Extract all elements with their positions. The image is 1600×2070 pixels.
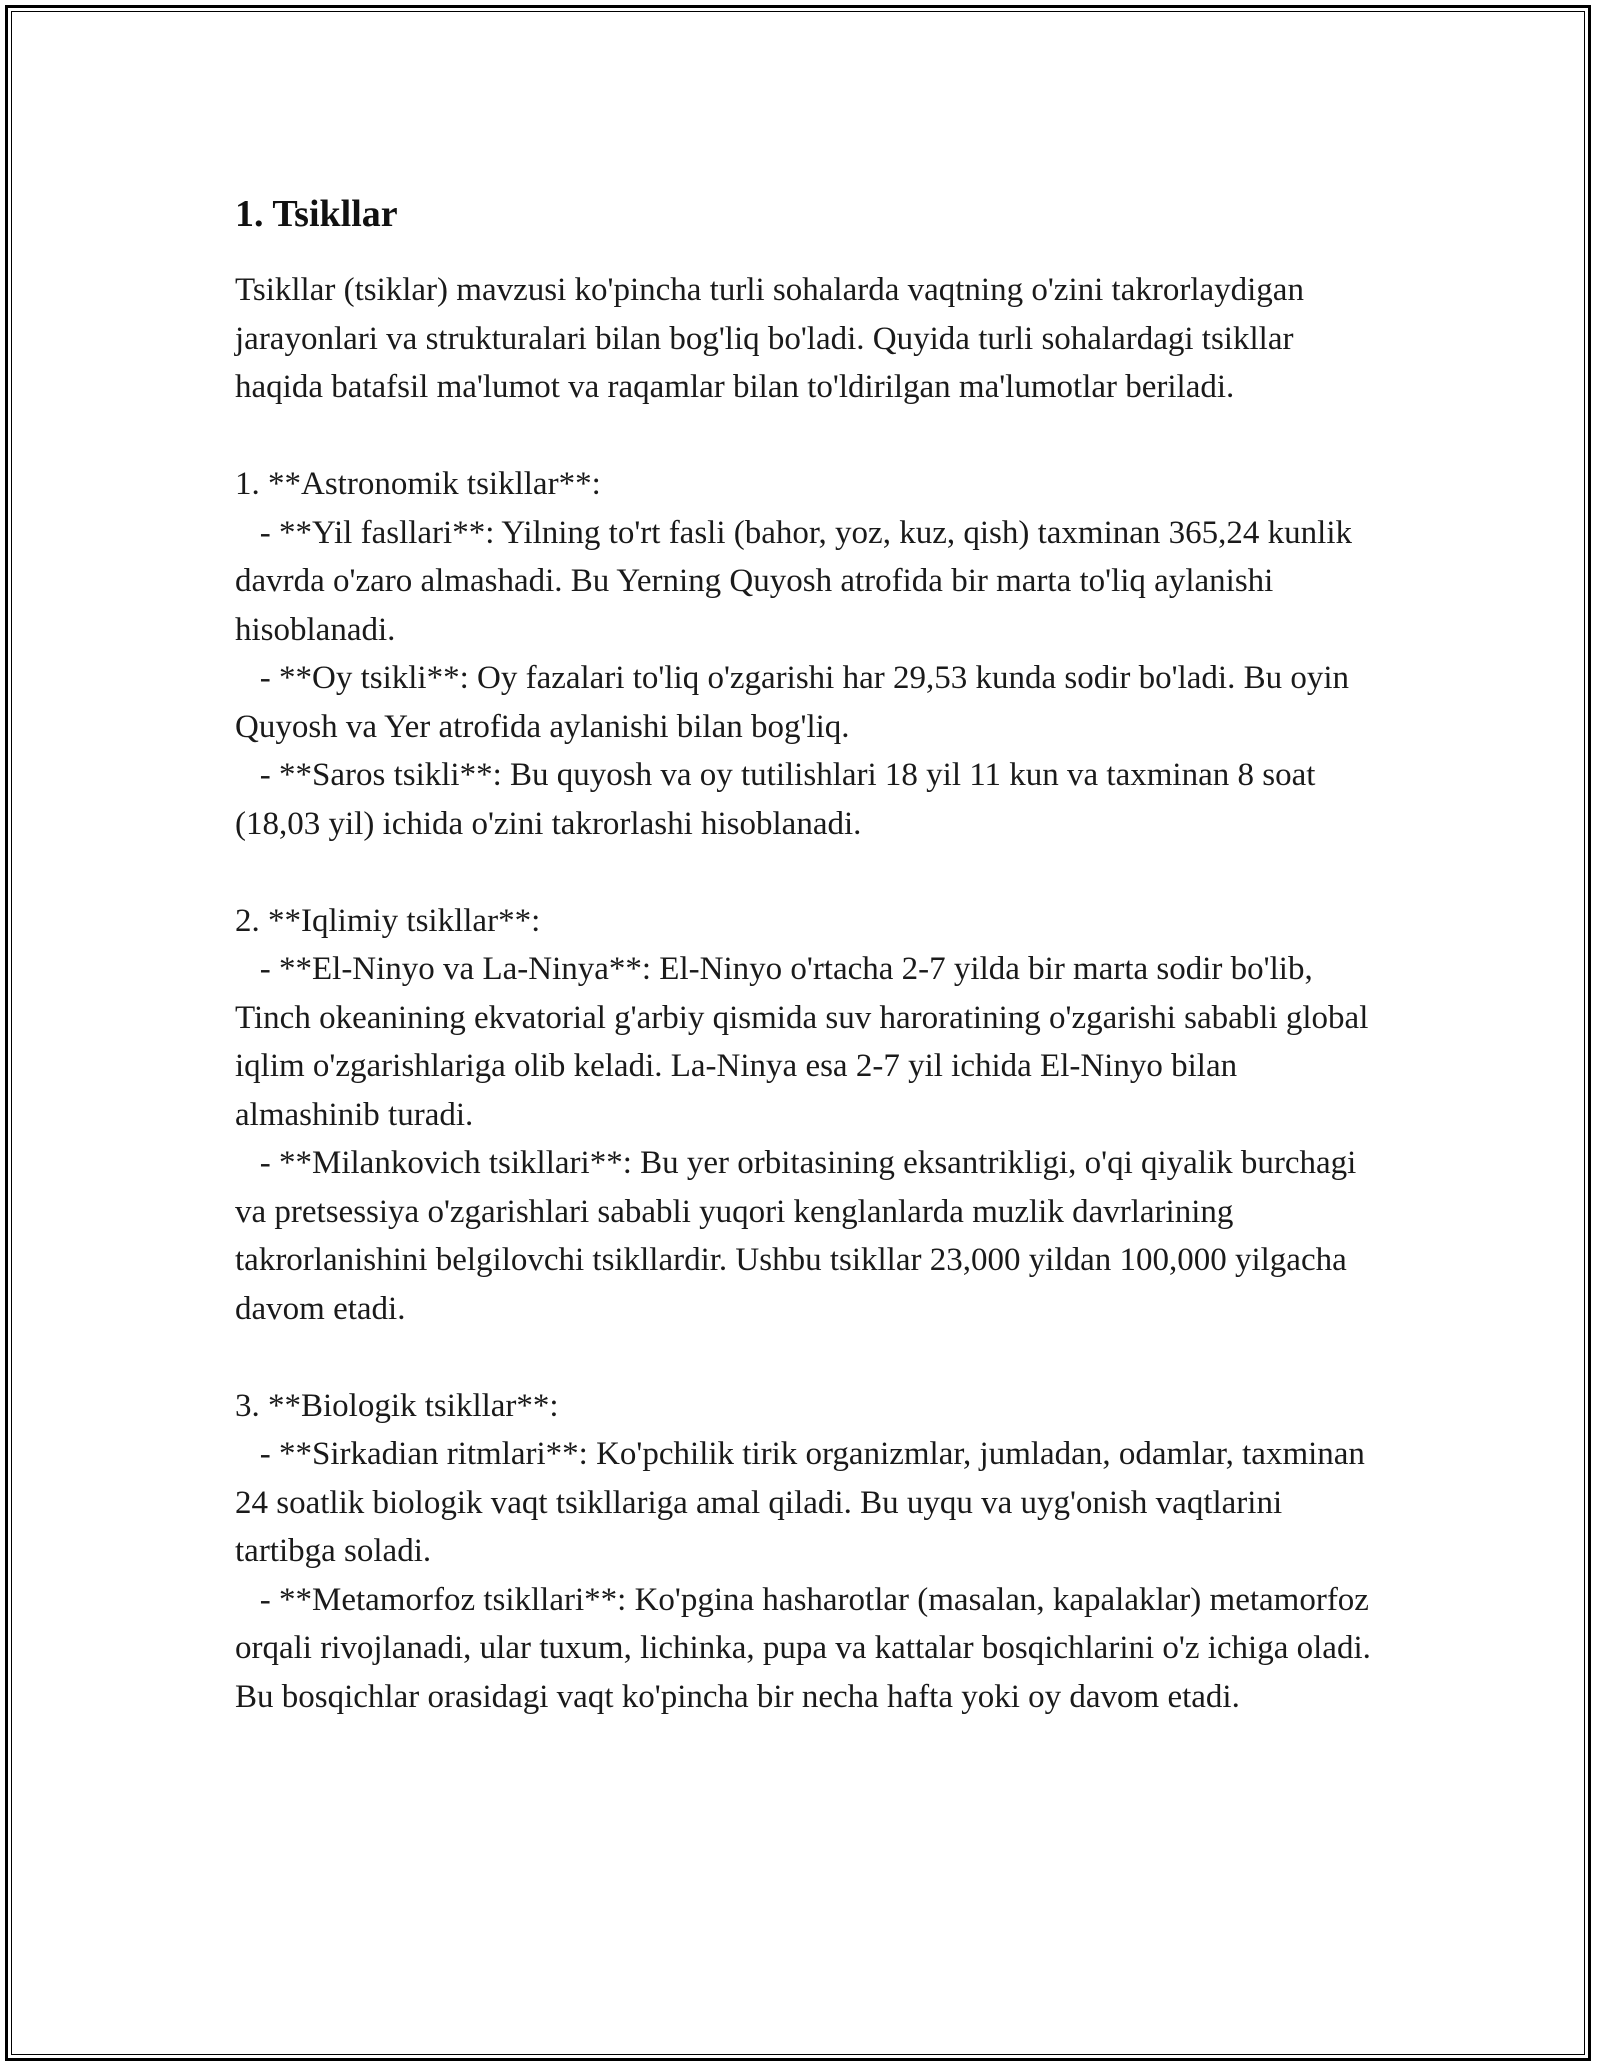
section-iqlimiy [235, 897, 1375, 1334]
document-title: 1. Tsikllar [235, 193, 398, 235]
section-heading: 3. **Biologik tsikllar**: [235, 1387, 559, 1424]
list-item: - **Saros tsikli**: Bu quyosh va oy tutilishlari 18 yil 11 kun va taxminan 8 soat (18,03 yil) ichida o'zini takrorlashi hisoblanadi. [235, 757, 1324, 842]
paragraph-gap [235, 412, 1375, 461]
list-item: - **El-Ninyo va La-Ninya**: El-Ninyo o'rtacha 2-7 yilda bir marta sodir bo'lib, Tinch okeanining ekvatorial g'arbiy qismida suv haroratining o'zgarishi sababli global iqlim o'zgarishlariga olib keladi. La-Ninya esa 2-7 yil ichida El-Ninyo bilan almashinib turadi. [235, 951, 1377, 1133]
list-item: - **Metamorfoz tsikllari**: Ko'pgina hasharotlar (masalan, kapalaklar) metamorfoz orqali rivojlanadi, ular tuxum, lichinka, pupa va kattalar bosqichlarini o'z ichiga oladi. Bu bosqichlar orasidagi vaqt ko'pincha bir necha hafta yoki oy davom etadi. [235, 1581, 1380, 1715]
document-body [235, 190, 1380, 1721]
list-item: - **Sirkadian ritmlari**: Ko'pchilik tirik organizmlar, jumladan, odamlar, taxminan 24 soatlik biologik vaqt tsikllariga amal qiladi. Bu uyqu va uyg'onish vaqtlarini tartibga soladi. [235, 1436, 1374, 1569]
section-heading: 1. **Astronomik tsikllar**: [235, 466, 601, 502]
list-item: - **Oy tsikli**: Oy fazalari to'liq o'zgarishi har 29,53 kunda sodir bo'ladi. Bu oyin Quyosh va Yer atrofida aylanishi bilan bog'liq. [235, 660, 1358, 745]
section-heading: 2. **Iqlimiy tsikllar**: [235, 902, 541, 939]
list-item: - **Yil fasllari**: Yilning to'rt fasli (bahor, yoz, kuz, qish) taxminan 365,24 kunlik davrda o'zaro almashadi. Bu Yerning Quyosh atrofida bir marta to'liq aylanishi hisoblanadi. [235, 514, 1361, 648]
paragraph-gap [235, 848, 1375, 897]
paragraph-gap [235, 1333, 1375, 1382]
intro-paragraph: Tsikllar (tsiklar) mavzusi ko'pincha turli sohalarda vaqtning o'zini takrorlaydigan jarayonlari va strukturalari bilan bog'liq bo'ladi. Quyida turli sohalardagi tsikllar haqida batafsil ma'lumot va raqamlar bilan to'ldirilgan ma'lumotlar beriladi. [235, 272, 1313, 405]
section-astronomik [235, 460, 1375, 848]
section-biologik [235, 1382, 1380, 1722]
list-item: - **Milankovich tsikllari**: Bu yer orbitasining eksantrikligi, o'qi qiyalik burchagi va pretsessiya o'zgarishlari sababli yuqori kenglanlarda muzlik davrlarining takrorlanishini belgilovchi tsikllardir. Ushbu tsikllar 23,000 yildan 100,000 yilgacha davom etadi. [235, 1145, 1365, 1327]
